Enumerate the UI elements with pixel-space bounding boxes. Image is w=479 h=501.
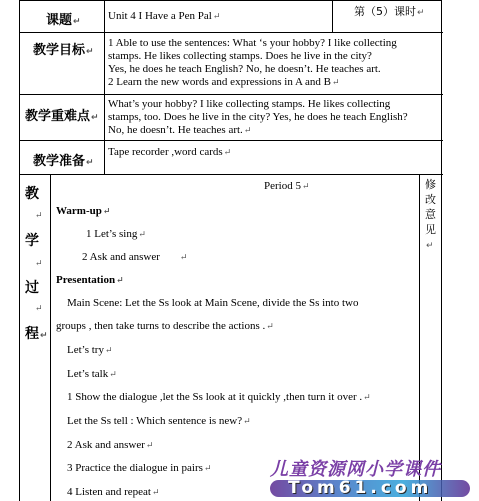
watermark-logo bbox=[268, 455, 476, 501]
revision-notes-label: 修 改 意 见↵ bbox=[425, 178, 436, 251]
practice-dialogue: 3 Practice the dialogue in pairs↵ bbox=[67, 462, 212, 474]
lesson-number: 第（5）课时↵ bbox=[354, 5, 425, 18]
preparation-label: 教学准备↵ bbox=[33, 154, 94, 169]
objectives-text: 1 Able to use the sentences: What ‘s your hobby? I like collecting stamps. He likes collecting stamps. Does he live in the city? Yes, he does he teach English? No, he doesn’t. He teaches art. 2 Learn the new words and expressions in A and B↵ bbox=[108, 37, 397, 88]
objectives-label: 教学目标↵ bbox=[33, 43, 94, 58]
pilcrow: ↵ bbox=[35, 258, 43, 268]
pilcrow: ↵ bbox=[35, 210, 43, 220]
warmup-item-1: 1 Let’s sing↵ bbox=[86, 228, 146, 240]
key-points-text: What’s your hobby? I like collecting stamps. He likes collecting stamps, too. Does he live in the city? Yes, he does he teach English? No, he doesn’t. He teaches art.↵ bbox=[108, 98, 408, 136]
period-text: Period 5↵ bbox=[264, 180, 310, 192]
listen-repeat: 4 Listen and repeat↵ bbox=[67, 486, 160, 498]
preparation-text: Tape recorder ,word cards↵ bbox=[108, 146, 232, 158]
process-label-char-2: 学 bbox=[25, 233, 39, 249]
pilcrow: ↵ bbox=[35, 303, 43, 313]
warmup-item-2: 2 Ask and answer ↵ bbox=[82, 251, 188, 263]
show-dialogue: 1 Show the dialogue ,let the Ss look at it quickly ,then turn it over .↵ bbox=[67, 391, 371, 403]
presentation-heading: Presentation↵ bbox=[56, 274, 124, 286]
unit-title: Unit 4 I Have a Pen Pal↵ bbox=[108, 10, 221, 22]
process-label-char-1: 教 bbox=[25, 186, 39, 202]
ask-and-answer: 2 Ask and answer↵ bbox=[67, 439, 154, 451]
warmup-heading: Warm-up↵ bbox=[56, 205, 111, 217]
process-label-char-3: 过 bbox=[25, 280, 39, 296]
key-points-label: 教学重难点↵ bbox=[25, 109, 99, 124]
process-label-char-4: 程↵ bbox=[25, 326, 48, 342]
watermark-site: Tom61.com bbox=[270, 478, 470, 498]
subject-label: 课题↵ bbox=[46, 13, 81, 28]
lets-talk: Let’s talk↵ bbox=[67, 368, 117, 380]
lets-try: Let’s try↵ bbox=[67, 344, 113, 356]
main-scene-line-1: Main Scene: Let the Ss look at Main Scene, divide the Ss into two bbox=[67, 297, 359, 309]
watermark-chinese: 儿童资源网小学课件 bbox=[270, 459, 441, 480]
main-scene-line-2: groups , then take turns to describe the actions .↵ bbox=[56, 320, 274, 332]
which-sentence-new: Let the Ss tell : Which sentence is new?↵ bbox=[67, 415, 251, 427]
